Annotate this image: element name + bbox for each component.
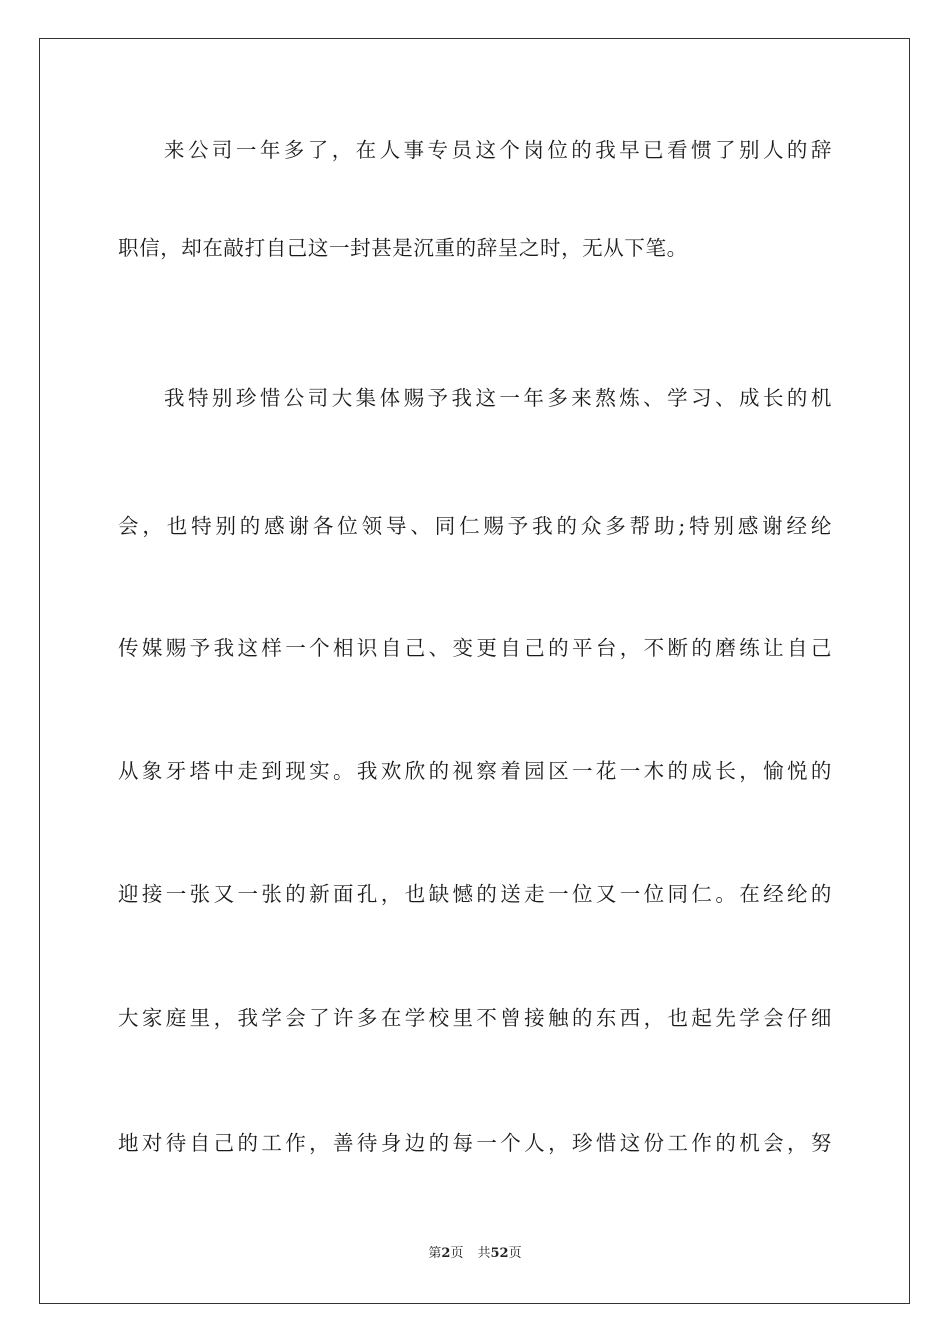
paragraph-line: 从象牙塔中走到现实。我欢欣的视察着园区一花一木的成长，愉悦的	[118, 759, 832, 783]
page-border	[39, 38, 910, 1304]
page-prefix: 第	[428, 1246, 442, 1261]
total-pages: 52	[490, 1246, 509, 1261]
page-number: 2	[441, 1246, 451, 1261]
paragraph-line: 我特别珍惜公司大集体赐予我这一年多来熬炼、学习、成长的机	[164, 386, 832, 410]
page-suffix: 页	[450, 1246, 464, 1261]
paragraph-line: 会，也特别的感谢各位领导、同仁赐予我的众多帮助;特别感谢经纶	[118, 514, 832, 538]
paragraph-line: 职信，却在敲打自己这一封甚是沉重的辞呈之时，无从下笔。	[118, 236, 688, 260]
total-suffix: 页	[508, 1246, 522, 1261]
paragraph-line: 迎接一张又一张的新面孔，也缺憾的送走一位又一位同仁。在经纶的	[118, 882, 832, 906]
paragraph-line: 来公司一年多了，在人事专员这个岗位的我早已看惯了别人的辞	[164, 138, 832, 162]
total-prefix: 共	[477, 1246, 491, 1261]
paragraph-line: 大家庭里，我学会了许多在学校里不曾接触的东西，也起先学会仔细	[118, 1006, 832, 1030]
page-footer	[0, 1245, 950, 1263]
paragraph-line: 地对待自己的工作，善待身边的每一个人，珍惜这份工作的机会，努	[118, 1131, 832, 1155]
paragraph-line: 传媒赐予我这样一个相识自己、变更自己的平台，不断的磨练让自己	[118, 636, 832, 660]
